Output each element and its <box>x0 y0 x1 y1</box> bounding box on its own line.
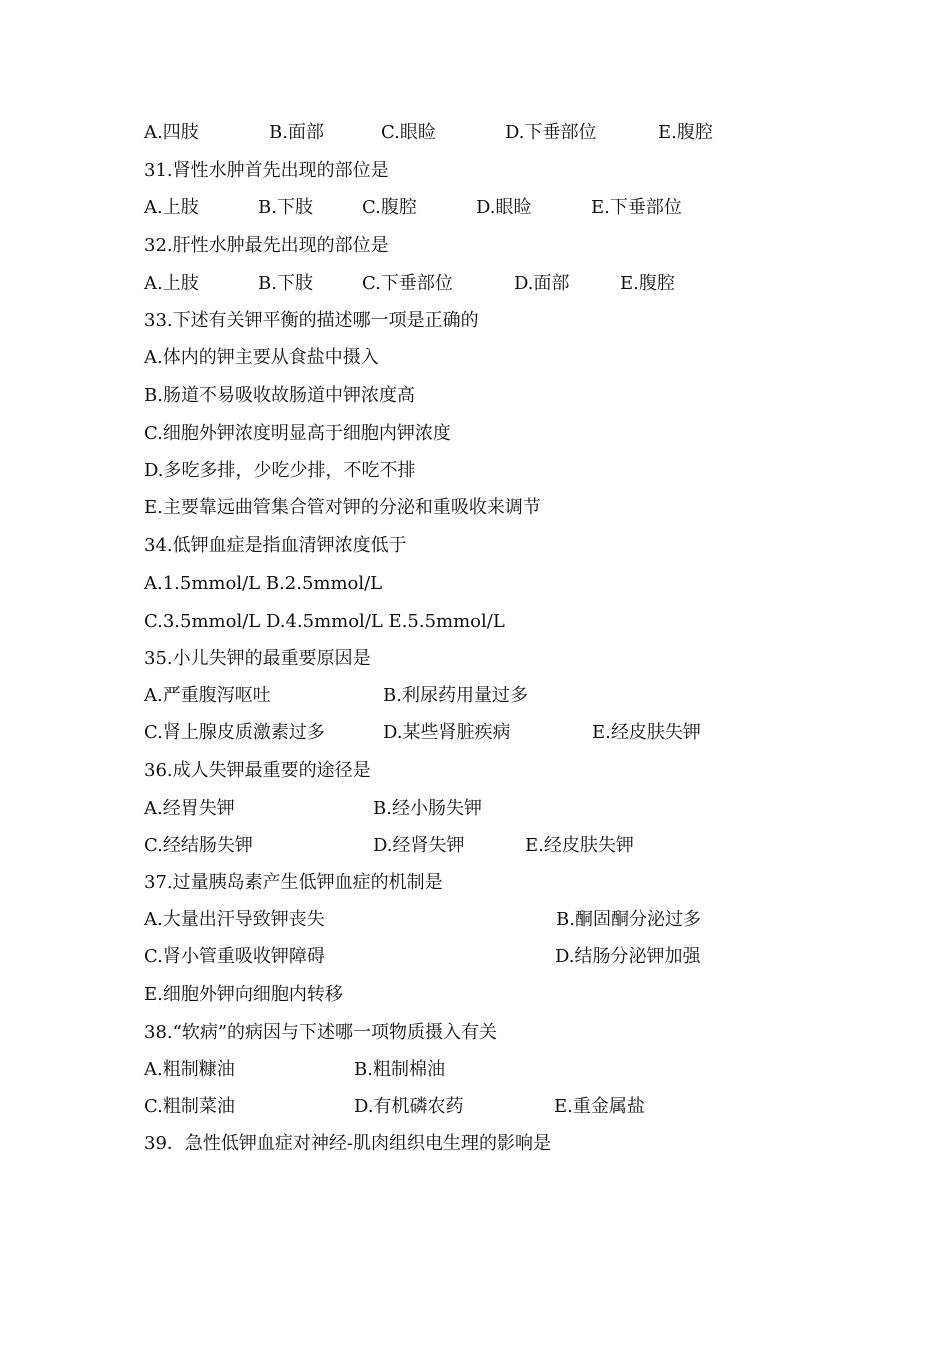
option-e: E.细胞外钾向细胞内转移 <box>144 984 343 1005</box>
option-d: D.下垂部位 <box>505 122 597 143</box>
question-text: 35.小儿失钾的最重要原因是 <box>144 648 371 669</box>
option-c: C.肾小管重吸收钾障碍 <box>144 946 325 967</box>
option-c: C.细胞外钾浓度明显高于细胞内钾浓度 <box>144 423 451 444</box>
question-text: 32.肝性水肿最先出现的部位是 <box>144 235 389 256</box>
option-b: B.利尿药用量过多 <box>383 685 528 706</box>
option-a: A.四肢 <box>144 122 199 143</box>
option-c-d-e: C.3.5mmol/L D.4.5mmol/L E.5.5mmol/L <box>144 611 505 632</box>
option-b: B.肠道不易吸收故肠道中钾浓度高 <box>144 385 415 406</box>
option-d: D.有机磷农药 <box>354 1096 464 1117</box>
option-a: A.大量出汗导致钾丧失 <box>144 909 325 930</box>
option-b: B.面部 <box>269 122 324 143</box>
option-e: E.经皮肤失钾 <box>592 722 701 743</box>
question-text: 38.“软病”的病因与下述哪一项物质摄入有关 <box>144 1022 498 1043</box>
option-e: E.腹腔 <box>658 122 713 143</box>
question-text: 31.肾性水肿首先出现的部位是 <box>144 160 389 181</box>
option-a: A.粗制糠油 <box>144 1059 235 1080</box>
question-text: 37.过量胰岛素产生低钾血症的机制是 <box>144 872 443 893</box>
question-text: 34.低钾血症是指血清钾浓度低于 <box>144 535 407 556</box>
option-d: D.某些肾脏疾病 <box>383 722 511 743</box>
option-b: B.下肢 <box>258 273 313 294</box>
option-d: D.经肾失钾 <box>373 835 465 856</box>
option-c: C.眼睑 <box>381 122 436 143</box>
option-e: E.下垂部位 <box>591 197 682 218</box>
option-a: A.上肢 <box>144 197 199 218</box>
option-c: C.经结肠失钾 <box>144 835 253 856</box>
option-c: C.粗制菜油 <box>144 1096 235 1117</box>
option-a-b: A.1.5mmol/L B.2.5mmol/L <box>144 573 383 594</box>
option-a: A.体内的钾主要从食盐中摄入 <box>144 347 379 368</box>
option-d: D.结肠分泌钾加强 <box>555 946 701 967</box>
option-e: E.重金属盐 <box>554 1096 645 1117</box>
option-b: B.下肢 <box>258 197 313 218</box>
option-c: C.肾上腺皮质激素过多 <box>144 722 325 743</box>
option-c: C.下垂部位 <box>362 273 453 294</box>
option-d: D.面部 <box>514 273 570 294</box>
option-b: B.酮固酮分泌过多 <box>556 909 701 930</box>
question-text: 33.下述有关钾平衡的描述哪一项是正确的 <box>144 310 479 331</box>
option-e: E.经皮肤失钾 <box>525 835 634 856</box>
option-a: A.严重腹泻呕吐 <box>144 685 271 706</box>
option-a: A.经胃失钾 <box>144 798 235 819</box>
question-text: 36.成人失钾最重要的途径是 <box>144 760 371 781</box>
option-c: C.腹腔 <box>362 197 417 218</box>
option-d: D.多吃多排，少吃少排，不吃不排 <box>144 460 416 481</box>
option-e: E.腹腔 <box>620 273 675 294</box>
option-a: A.上肢 <box>144 273 199 294</box>
option-b: B.经小肠失钾 <box>373 798 482 819</box>
option-e: E.主要靠远曲管集合管对钾的分泌和重吸收来调节 <box>144 497 541 518</box>
question-text: 39．急性低钾血症对神经-肌肉组织电生理的影响是 <box>144 1133 551 1154</box>
option-b: B.粗制棉油 <box>354 1059 445 1080</box>
option-d: D.眼睑 <box>476 197 532 218</box>
